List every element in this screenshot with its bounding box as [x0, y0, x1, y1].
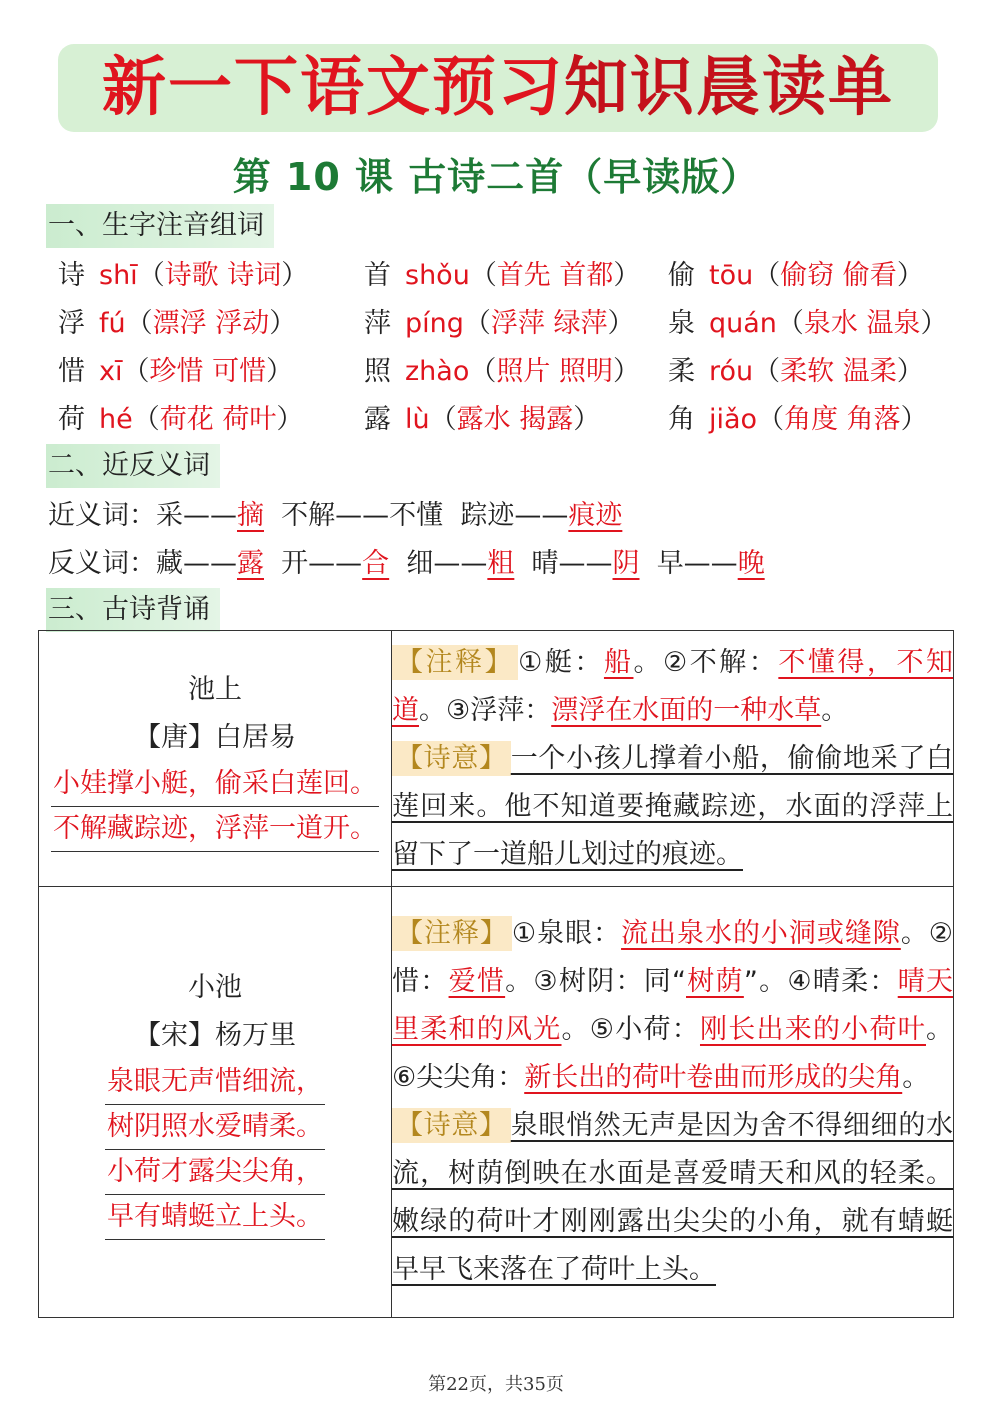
poem2-notes-cell — [392, 887, 954, 1318]
char-words: 泉水 温泉 — [803, 308, 921, 339]
paren-open: （ — [469, 260, 497, 291]
title-part1: 新一下语文预习 — [102, 50, 564, 125]
poem1-line: 不解藏踪迹，浮萍一道开。 — [51, 807, 379, 852]
spacer — [514, 548, 531, 579]
poem1-notes-cell — [392, 631, 954, 887]
note-text: ”。④晴柔： — [743, 966, 898, 997]
char-pinyin: píng — [405, 308, 464, 339]
char-entry — [58, 300, 296, 348]
pair-word: 藏—— — [156, 548, 237, 579]
char-hanzi: 泉 — [668, 308, 695, 339]
paren-open: （ — [429, 404, 457, 435]
char-words: 荷花 荷叶 — [159, 404, 277, 435]
char-pinyin: tōu — [709, 260, 754, 291]
note-tag: 【注释】 — [392, 916, 512, 951]
note-text: 。②惜： — [392, 918, 954, 997]
char-entry — [364, 396, 600, 444]
char-hanzi: 萍 — [364, 308, 391, 339]
antonyms-line — [48, 540, 765, 588]
poem2-cell — [39, 887, 392, 1318]
char-words: 偷窃 偷看 — [780, 260, 897, 291]
spacer — [389, 548, 406, 579]
title-part2: 知识晨读单 — [564, 50, 894, 125]
char-entry — [58, 396, 303, 444]
poem-row-2 — [39, 887, 954, 1318]
char-words: 露水 揭露 — [456, 404, 574, 435]
char-entry — [668, 348, 924, 396]
paren-open: （ — [137, 260, 165, 291]
poem2-title: 小池 — [188, 972, 242, 1003]
char-hanzi: 偷 — [668, 260, 695, 291]
meaning-text: 泉眼悄然无声是因为舍不得细细的水流，树荫倒映在水面是喜爱晴天和风的轻柔。嫩绿的荷叶才刚刚露出尖尖的小角，就有蜻蜓早早飞来落在了荷叶上头。 — [392, 1110, 954, 1285]
poem1-notes — [392, 639, 953, 735]
poem2-line: 树阴照水爱晴柔。 — [105, 1105, 325, 1150]
paren-open: （ — [753, 356, 781, 387]
char-entry — [364, 348, 640, 396]
pair-answer: 不懂 — [389, 500, 444, 531]
poem2-line: 早有蜻蜓立上头。 — [105, 1195, 325, 1240]
char-hanzi: 惜 — [58, 356, 85, 387]
char-words: 照片 照明 — [496, 356, 613, 387]
char-hanzi: 照 — [364, 356, 391, 387]
pair-word: 早—— — [656, 548, 738, 579]
note-answer: 树荫 — [686, 966, 744, 997]
poem-row-1 — [39, 631, 954, 887]
meaning-tag: 【诗意】 — [392, 1108, 511, 1143]
section-heading-synonyms-antonyms: 二、近反义词 — [46, 444, 220, 488]
note-answer: 新长出的荷叶卷曲而形成的尖角 — [524, 1062, 903, 1093]
note-answer: 漂浮在水面的一种水草 — [551, 694, 822, 726]
poem2-author: 【宋】杨万里 — [134, 1020, 296, 1051]
section-heading-poems: 三、古诗背诵 — [46, 588, 220, 632]
poem1-author: 【唐】白居易 — [134, 721, 296, 753]
char-pinyin: róu — [709, 356, 754, 387]
char-hanzi: 露 — [364, 404, 391, 435]
pair-word: 踪迹—— — [460, 500, 569, 531]
note-text: 。②不解： — [633, 646, 779, 678]
meaning-text: 一个小孩儿撑着小船，偷偷地采了白莲回来。他不知道要掩藏踪迹，水面的浮萍上留下了一道船儿划过的痕迹。 — [392, 742, 954, 870]
synonyms-line — [48, 492, 622, 540]
note-text: 。③树阴：同“ — [505, 966, 686, 997]
char-entry — [668, 396, 928, 444]
spacer — [443, 500, 460, 531]
note-answer: 晴天里柔和的风光 — [392, 966, 953, 1045]
spacer — [264, 548, 281, 579]
pair-word: 细—— — [406, 548, 488, 579]
pair-word: 不解—— — [281, 500, 390, 531]
paren-close: ） — [266, 356, 294, 387]
pair-answer: 摘 — [237, 500, 264, 531]
poem2-line: 小荷才露尖尖角， — [105, 1150, 325, 1195]
char-hanzi: 柔 — [668, 356, 695, 387]
poem1-line: 小娃撑小艇，偷采白莲回。 — [51, 762, 379, 807]
char-pinyin: shī — [99, 260, 138, 291]
poem1-meaning — [392, 735, 953, 879]
char-pinyin: lù — [405, 404, 430, 435]
paren-close: ） — [269, 308, 297, 339]
paren-close: ） — [896, 260, 924, 291]
line-label: 反义词： — [48, 548, 156, 579]
note-text: 。⑥尖尖角： — [392, 1014, 953, 1093]
paren-open: （ — [122, 356, 150, 387]
char-pinyin: quán — [709, 308, 777, 339]
note-text: ①泉眼： — [511, 918, 622, 949]
char-entry — [364, 252, 640, 300]
note-answer: 船 — [603, 646, 634, 678]
char-words: 浮萍 绿萍 — [490, 308, 608, 339]
note-answer: 刚长出来的小荷叶 — [699, 1014, 926, 1045]
pair-word: 晴—— — [531, 548, 613, 579]
note-text: 。⑤小荷： — [561, 1014, 700, 1045]
char-pinyin: fú — [99, 308, 126, 339]
char-pinyin: xī — [99, 356, 123, 387]
char-hanzi: 诗 — [58, 260, 85, 291]
char-pinyin: shǒu — [405, 260, 470, 291]
page-footer: 第22页，共35页 — [428, 1374, 564, 1395]
note-answer: 流出泉水的小洞或缝隙 — [621, 918, 901, 949]
note-text: 。 — [821, 694, 849, 726]
pair-answer: 露 — [237, 548, 264, 579]
paren-close: ） — [613, 260, 641, 291]
line-label: 近义词： — [48, 500, 156, 531]
pair-word: 采—— — [156, 500, 237, 531]
poem1-title: 池上 — [188, 673, 242, 705]
char-words: 角度 角落 — [784, 404, 901, 435]
spacer — [264, 500, 281, 531]
poem2-meaning — [392, 1102, 953, 1294]
char-hanzi: 浮 — [58, 308, 85, 339]
paren-open: （ — [757, 404, 785, 435]
poem2-line: 泉眼无声惜细流， — [105, 1060, 325, 1105]
paren-open: （ — [753, 260, 781, 291]
note-text: 。③浮萍： — [419, 694, 552, 726]
paren-close: ） — [607, 308, 635, 339]
pair-answer: 阴 — [612, 548, 640, 579]
paren-close: ） — [573, 404, 601, 435]
paren-open: （ — [463, 308, 491, 339]
char-hanzi: 荷 — [58, 404, 85, 435]
char-entry — [58, 252, 308, 300]
char-words: 柔软 温柔 — [780, 356, 897, 387]
pair-answer: 痕迹 — [568, 500, 623, 531]
poem-table — [38, 630, 954, 1318]
paren-close: ） — [612, 356, 640, 387]
char-hanzi: 首 — [364, 260, 391, 291]
paren-close: ） — [281, 260, 309, 291]
title-banner — [58, 44, 938, 132]
note-text: ①艇： — [518, 646, 604, 678]
char-entry — [58, 348, 293, 396]
paren-close: ） — [900, 404, 928, 435]
char-words: 漂浮 浮动 — [152, 308, 270, 339]
char-pinyin: zhào — [405, 356, 470, 387]
char-pinyin: hé — [99, 404, 133, 435]
pair-word: 开—— — [281, 548, 363, 579]
note-answer: 不懂得，不知道 — [392, 646, 953, 726]
note-tag: 【注释】 — [392, 645, 518, 680]
lesson-subtitle: 第 10 课 古诗二首（早读版） — [232, 155, 760, 199]
note-answer: 爱惜 — [448, 966, 506, 997]
paren-open: （ — [125, 308, 153, 339]
char-pinyin: jiǎo — [709, 404, 758, 435]
char-words: 珍惜 可惜 — [149, 356, 267, 387]
pair-answer: 粗 — [487, 548, 515, 579]
pair-answer: 合 — [362, 548, 390, 579]
section-heading-characters: 一、生字注音组词 — [46, 204, 274, 248]
paren-open: （ — [132, 404, 160, 435]
pair-answer: 晚 — [737, 548, 765, 579]
poem2-notes — [392, 910, 953, 1102]
char-hanzi: 角 — [668, 404, 695, 435]
paren-close: ） — [920, 308, 948, 339]
char-words: 首先 首都 — [496, 260, 614, 291]
char-words: 诗歌 诗词 — [164, 260, 282, 291]
note-text: 。 — [902, 1062, 930, 1093]
paren-close: ） — [276, 404, 304, 435]
char-entry — [668, 252, 924, 300]
poem1-cell — [39, 631, 392, 887]
paren-close: ） — [896, 356, 924, 387]
paren-open: （ — [469, 356, 497, 387]
char-entry — [668, 300, 948, 348]
char-entry — [364, 300, 635, 348]
paren-open: （ — [776, 308, 804, 339]
spacer — [640, 548, 657, 579]
meaning-tag: 【诗意】 — [392, 741, 511, 776]
